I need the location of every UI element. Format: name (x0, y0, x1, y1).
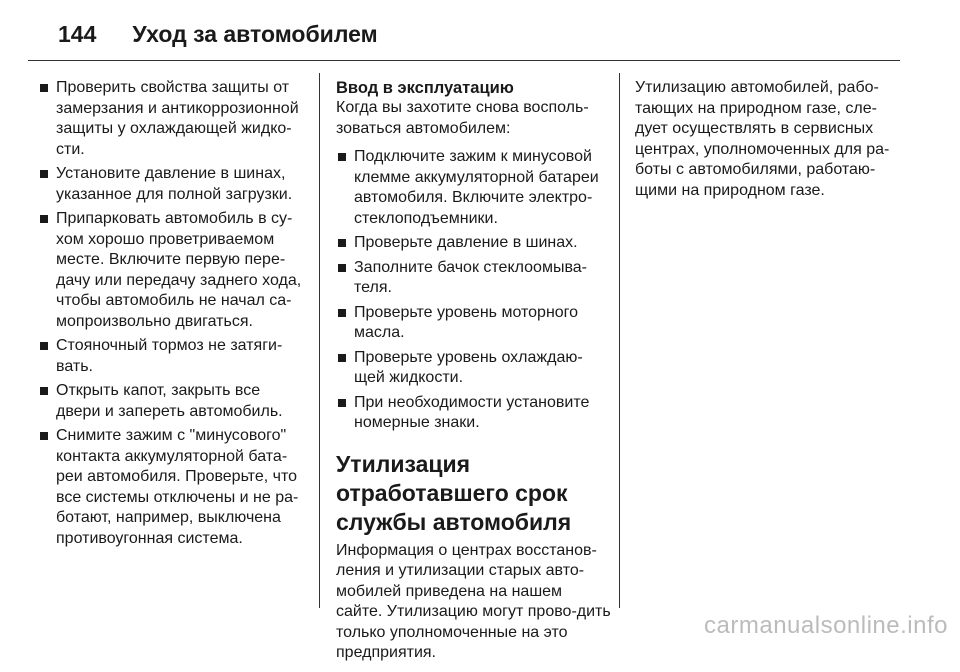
column-divider-1 (319, 73, 320, 608)
section-subheading: Ввод в эксплуатацию (336, 79, 514, 97)
list-item: Проверьте уровень охлаждаю-щей жидкости. (336, 348, 612, 389)
column-2 (336, 78, 612, 672)
list-item: Снимите зажим с "минусового" контакта аккумуляторной бата-реи автомобиля. Проверьте, что все системы отключены и не ра-ботают, например, выключена противоугонная система. (38, 426, 304, 549)
list-item: Проверьте давление в шинах. (336, 233, 612, 254)
watermark: carmanualsonline.info (704, 612, 948, 639)
section-paragraph: Информация о центрах восстанов-ления и утилизации старых авто-мобилей приведена на нашем сайте. Утилизацию могут прово-дить только уполномоченные на это предприятия. (336, 541, 611, 661)
column-1 (38, 78, 304, 553)
section-heading: Утилизация отработавшего срок службы автомобиля (336, 450, 572, 535)
list-item: Открыть капот, закрыть все двери и запереть автомобиль. (38, 381, 304, 422)
column-3 (635, 78, 905, 201)
list-item: Проверить свойства защиты от замерзания и антикоррозионной защиты у охлаждающей жидко-сти. (38, 78, 304, 160)
section-intro: Когда вы захотите снова восполь-зоваться автомобилем: (336, 99, 589, 137)
list-item: При необходимости установите номерные знаки. (336, 393, 612, 434)
column-divider-2 (619, 73, 620, 608)
list-item: Заполните бачок стеклоомыва-теля. (336, 258, 612, 299)
list-item: Стояночный тормоз не затяги-вать. (38, 336, 304, 377)
list-item: Подключите зажим к минусовой клемме аккумуляторной батареи автомобиля. Включите электро-стеклоподъемники. (336, 147, 612, 229)
list-item: Проверьте уровень моторного масла. (336, 303, 612, 344)
page-header (58, 14, 378, 54)
list-item: Припарковать автомобиль в су-хом хорошо проветриваемом месте. Включите первую пере-дачу или передачу заднего хода, чтобы автомобиль не начал са-мопроизвольно двигаться. (38, 209, 304, 332)
storage-steps-list (38, 78, 304, 549)
recommissioning-steps-list (336, 147, 612, 434)
list-item: Установите давление в шинах, указанное для полной загрузки. (38, 164, 304, 205)
page-title: Уход за автомобилем (132, 20, 378, 47)
header-divider (28, 60, 900, 61)
section-paragraph: Утилизацию автомобилей, рабо-тающих на природном газе, сле-дует осуществлять в сервисных центрах, уполномоченных для ра-боты с автомобилями, работаю-щими на природном газе. (635, 79, 890, 199)
page-number: 144 (58, 20, 97, 47)
